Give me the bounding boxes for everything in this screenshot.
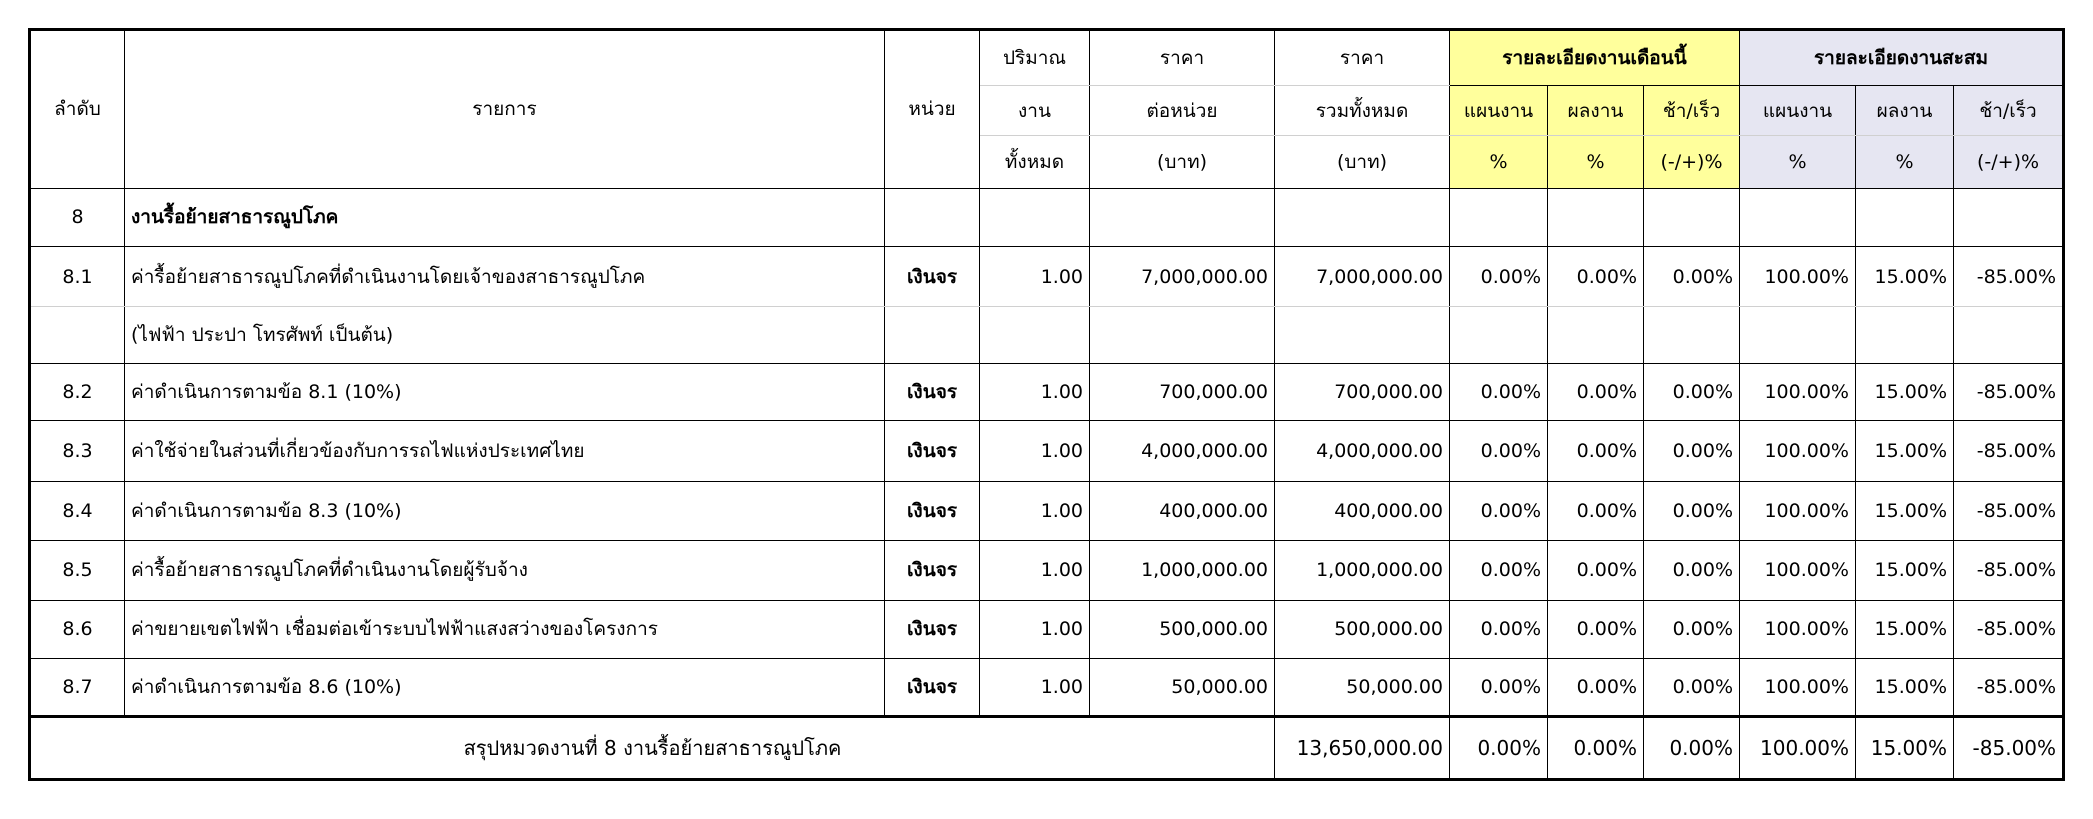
row-cum-delay: -85.00% [1954,481,2064,540]
header-unit-price-line1: ราคา [1090,30,1275,86]
row-unit: เงินจร [885,421,980,482]
table-row [30,541,2064,600]
row-month-plan: 0.00% [1450,421,1548,482]
row-month-result: 0.00% [1548,481,1644,540]
section-row [30,188,2064,246]
header-cum-delay: ช้า/เร็ว [1954,86,2064,136]
row-month-result: 0.00% [1548,600,1644,658]
table-row [30,246,2064,307]
row-no: 8.2 [30,363,125,420]
row-month-result: 0.00% [1548,363,1644,420]
row-cum-result: 15.00% [1856,600,1954,658]
row-unit: เงินจร [885,658,980,716]
row-qty: 1.00 [980,658,1090,716]
section-title: งานรื้อย้ายสาธารณูปโภค [125,188,885,246]
row-cum-delay: -85.00% [1954,658,2064,716]
row-unit: เงินจร [885,481,980,540]
row-month-plan: 0.00% [1450,541,1548,600]
row-cum-plan: 100.00% [1740,600,1856,658]
header-month-result-pct: % [1548,136,1644,188]
row-no: 8.5 [30,541,125,600]
header-total-price-line3: (บาท) [1275,136,1450,188]
row-unit-price: 7,000,000.00 [1090,246,1275,307]
row-month-delay: 0.00% [1644,421,1740,482]
row-desc: ค่าดำเนินการตามข้อ 8.6 (10%) [125,658,885,716]
row-cum-result: 15.00% [1856,541,1954,600]
summary-total: 13,650,000.00 [1275,717,1450,780]
row-cum-plan: 100.00% [1740,481,1856,540]
row-unit: เงินจร [885,363,980,420]
header-total-price-line1: ราคา [1275,30,1450,86]
table-row [30,421,2064,482]
row-desc: ค่ารื้อย้ายสาธารณูปโภคที่ดำเนินงานโดยเจ้าของสาธารณูปโภค [125,246,885,307]
row-total: 400,000.00 [1275,481,1450,540]
header-qty-line3: ทั้งหมด [980,136,1090,188]
summary-row [30,717,2064,780]
row-qty: 1.00 [980,541,1090,600]
row-cum-plan: 100.00% [1740,421,1856,482]
row-unit: เงินจร [885,600,980,658]
header-cumulative-group: รายละเอียดงานสะสม [1740,30,2064,86]
row-total: 4,000,000.00 [1275,421,1450,482]
header-month-result: ผลงาน [1548,86,1644,136]
header-cum-plan-pct: % [1740,136,1856,188]
header-qty-line1: ปริมาณ [980,30,1090,86]
progress-report-table [28,28,2065,781]
row-cum-delay: -85.00% [1954,421,2064,482]
row-cum-plan: 100.00% [1740,541,1856,600]
header-unit-price-line3: (บาท) [1090,136,1275,188]
row-month-result: 0.00% [1548,246,1644,307]
summary-month-result: 0.00% [1548,717,1644,780]
header-month-delay-pct: (-/+)% [1644,136,1740,188]
row-qty: 1.00 [980,363,1090,420]
summary-cum-result: 15.00% [1856,717,1954,780]
row-month-delay: 0.00% [1644,246,1740,307]
row-month-delay: 0.00% [1644,658,1740,716]
row-cum-delay: -85.00% [1954,541,2064,600]
row-total: 700,000.00 [1275,363,1450,420]
section-no: 8 [30,188,125,246]
row-total: 50,000.00 [1275,658,1450,716]
row-month-result: 0.00% [1548,421,1644,482]
row-no: 8.4 [30,481,125,540]
row-month-delay: 0.00% [1644,363,1740,420]
header-cum-plan: แผนงาน [1740,86,1856,136]
row-month-plan: 0.00% [1450,481,1548,540]
row-desc: ค่ารื้อย้ายสาธารณูปโภคที่ดำเนินงานโดยผู้รับจ้าง [125,541,885,600]
row-unit: เงินจร [885,246,980,307]
summary-label: สรุปหมวดงานที่ 8 งานรื้อย้ายสาธารณูปโภค [30,717,1275,780]
summary-month-plan: 0.00% [1450,717,1548,780]
row-month-delay: 0.00% [1644,541,1740,600]
row-note: (ไฟฟ้า ประปา โทรศัพท์ เป็นต้น) [125,307,885,363]
summary-cum-plan: 100.00% [1740,717,1856,780]
row-month-result: 0.00% [1548,541,1644,600]
row-cum-delay: -85.00% [1954,246,2064,307]
row-month-plan: 0.00% [1450,658,1548,716]
row-desc: ค่าใช้จ่ายในส่วนที่เกี่ยวข้องกับการรถไฟแห่งประเทศไทย [125,421,885,482]
header-qty-line2: งาน [980,86,1090,136]
row-total: 1,000,000.00 [1275,541,1450,600]
row-cum-result: 15.00% [1856,421,1954,482]
table-row-note [30,307,2064,363]
row-qty: 1.00 [980,246,1090,307]
header-month-plan-pct: % [1450,136,1548,188]
header-cum-result: ผลงาน [1856,86,1954,136]
row-qty: 1.00 [980,481,1090,540]
row-no: 8.1 [30,246,125,307]
row-desc: ค่าดำเนินการตามข้อ 8.1 (10%) [125,363,885,420]
row-no: 8.6 [30,600,125,658]
summary-month-delay: 0.00% [1644,717,1740,780]
summary-cum-delay: -85.00% [1954,717,2064,780]
table-row [30,363,2064,420]
header-month-group: รายละเอียดงานเดือนนี้ [1450,30,1740,86]
header-cum-delay-pct: (-/+)% [1954,136,2064,188]
row-unit-price: 50,000.00 [1090,658,1275,716]
table-row [30,600,2064,658]
row-unit-price: 500,000.00 [1090,600,1275,658]
row-month-plan: 0.00% [1450,246,1548,307]
header-no: ลำดับ [30,30,125,189]
row-unit: เงินจร [885,541,980,600]
row-unit-price: 1,000,000.00 [1090,541,1275,600]
row-cum-delay: -85.00% [1954,363,2064,420]
table-row [30,481,2064,540]
row-no: 8.3 [30,421,125,482]
row-total: 7,000,000.00 [1275,246,1450,307]
header-total-price-line2: รวมทั้งหมด [1275,86,1450,136]
header-item: รายการ [125,30,885,189]
header-unit: หน่วย [885,30,980,189]
row-month-delay: 0.00% [1644,600,1740,658]
row-cum-result: 15.00% [1856,481,1954,540]
row-desc: ค่าขยายเขตไฟฟ้า เชื่อมต่อเข้าระบบไฟฟ้าแสงสว่างของโครงการ [125,600,885,658]
row-cum-result: 15.00% [1856,363,1954,420]
header-month-delay: ช้า/เร็ว [1644,86,1740,136]
row-desc: ค่าดำเนินการตามข้อ 8.3 (10%) [125,481,885,540]
row-unit-price: 700,000.00 [1090,363,1275,420]
row-cum-plan: 100.00% [1740,246,1856,307]
row-month-plan: 0.00% [1450,600,1548,658]
row-total: 500,000.00 [1275,600,1450,658]
row-cum-plan: 100.00% [1740,658,1856,716]
row-cum-result: 15.00% [1856,246,1954,307]
row-qty: 1.00 [980,421,1090,482]
row-unit-price: 400,000.00 [1090,481,1275,540]
row-no: 8.7 [30,658,125,716]
row-cum-delay: -85.00% [1954,600,2064,658]
header-unit-price-line2: ต่อหน่วย [1090,86,1275,136]
row-qty: 1.00 [980,600,1090,658]
row-cum-plan: 100.00% [1740,363,1856,420]
row-unit-price: 4,000,000.00 [1090,421,1275,482]
row-cum-result: 15.00% [1856,658,1954,716]
header-cum-result-pct: % [1856,136,1954,188]
row-month-delay: 0.00% [1644,481,1740,540]
row-month-result: 0.00% [1548,658,1644,716]
row-month-plan: 0.00% [1450,363,1548,420]
header-month-plan: แผนงาน [1450,86,1548,136]
table-row [30,658,2064,716]
